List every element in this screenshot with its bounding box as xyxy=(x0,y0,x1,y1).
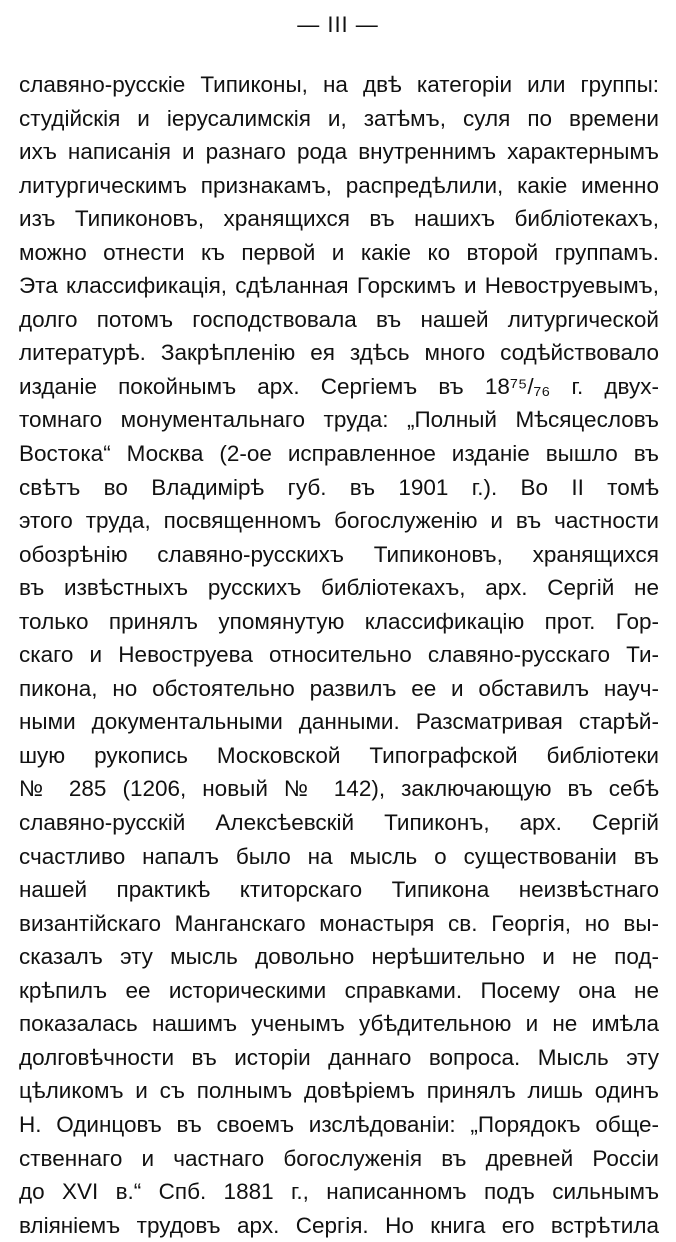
text-line: студійскія и іерусалимскія и, затѣмъ, суля по времени xyxy=(19,105,659,131)
text-line: ственнаго и частнаго богослуженія въ древней Россіи xyxy=(19,1145,659,1171)
text-line: Эта классификація, сдѣланная Горскимъ и Невоструевымъ, xyxy=(19,273,659,299)
text-line: ихъ написанія и разнаго рода внутреннимъ характернымъ xyxy=(19,139,659,165)
text-line: скаго и Невоструева относительно славяно-русскаго Ти- xyxy=(19,642,659,668)
text-line: долго потомъ господствовала въ нашей литургической xyxy=(19,306,659,332)
text-line: шую рукопись Московской Типографской библіотеки xyxy=(19,742,659,768)
text-line: № 285 (1206, новый № 142), заключающую въ себѣ xyxy=(19,776,659,802)
text-line: счастливо напалъ было на мысль о существованіи въ xyxy=(19,843,659,869)
text-line: нашей практикѣ ктиторскаго Типикона неизвѣстнаго xyxy=(19,877,659,903)
text-line: долговѣчности въ исторіи даннаго вопроса. Мысль эту xyxy=(19,1044,659,1070)
text-line: этого труда, посвященномъ богослуженію и въ частности xyxy=(19,508,659,534)
text-line: обозрѣнію славяно-русскихъ Типиконовъ, хранящихся xyxy=(19,541,659,567)
text-line: славяно-русскій Алексѣевскій Типиконъ, арх. Сергій xyxy=(19,810,659,836)
text-line: томнаго монументальнаго труда: „Полный Мѣсяцесловъ xyxy=(19,407,659,433)
text-line: цѣликомъ и съ полнымъ довѣріемъ принялъ лишь одинъ xyxy=(19,1078,659,1104)
text-line: литургическимъ признакамъ, распредѣлили, какіе именно xyxy=(19,172,659,198)
text-line: изъ Типиконовъ, хранящихся въ нашихъ библіотекахъ, xyxy=(19,206,659,232)
text-line: византійскаго Манганскаго монастыря св. Георгія, но вы- xyxy=(19,910,659,936)
text-line: сказалъ эту мысль довольно нерѣшительно и не под- xyxy=(19,944,659,970)
text-line: до XVI в.“ Спб. 1881 г., написанномъ подъ сильнымъ xyxy=(19,1179,659,1205)
text-line: показалась нашимъ ученымъ убѣдительною и не имѣла xyxy=(19,1011,659,1037)
page-number-header: — III — xyxy=(297,12,379,37)
text-line: крѣпилъ ее историческими справками. Посему она не xyxy=(19,977,659,1003)
text-line: только принялъ упомянутую классификацію прот. Гор- xyxy=(19,608,659,634)
body-text xyxy=(19,68,659,1242)
text-line: въ извѣстныхъ русскихъ библіотекахъ, арх. Сергій не xyxy=(19,575,659,601)
text-line: ными документальными данными. Разсматривая старѣй- xyxy=(19,709,659,735)
text-line: Н. Одинцовъ въ своемъ изслѣдованіи: „Порядокъ обще- xyxy=(19,1111,659,1137)
text-line: славяно-русскіе Типиконы, на двѣ категоріи или группы: xyxy=(19,72,659,97)
text-line: литературѣ. Закрѣпленію ея здѣсь много содѣйствовало xyxy=(19,340,659,366)
text-line: свѣтъ во Владимірѣ губ. въ 1901 г.). Во II томѣ xyxy=(19,474,659,500)
text-line: вліяніемъ трудовъ арх. Сергія. Но книга его встрѣтила xyxy=(19,1212,659,1238)
text-line: Востока“ Москва (2-ое исправленное изданіе вышло въ xyxy=(19,441,659,467)
text-line: изданіе покойнымъ арх. Сергіемъ въ 18⁷⁵/₇₆ г. двух- xyxy=(19,373,659,399)
text-line: пикона, но обстоятельно развилъ ее и обставилъ науч- xyxy=(19,675,659,701)
text-line: можно отнести къ первой и какіе ко второй группамъ. xyxy=(19,239,659,265)
